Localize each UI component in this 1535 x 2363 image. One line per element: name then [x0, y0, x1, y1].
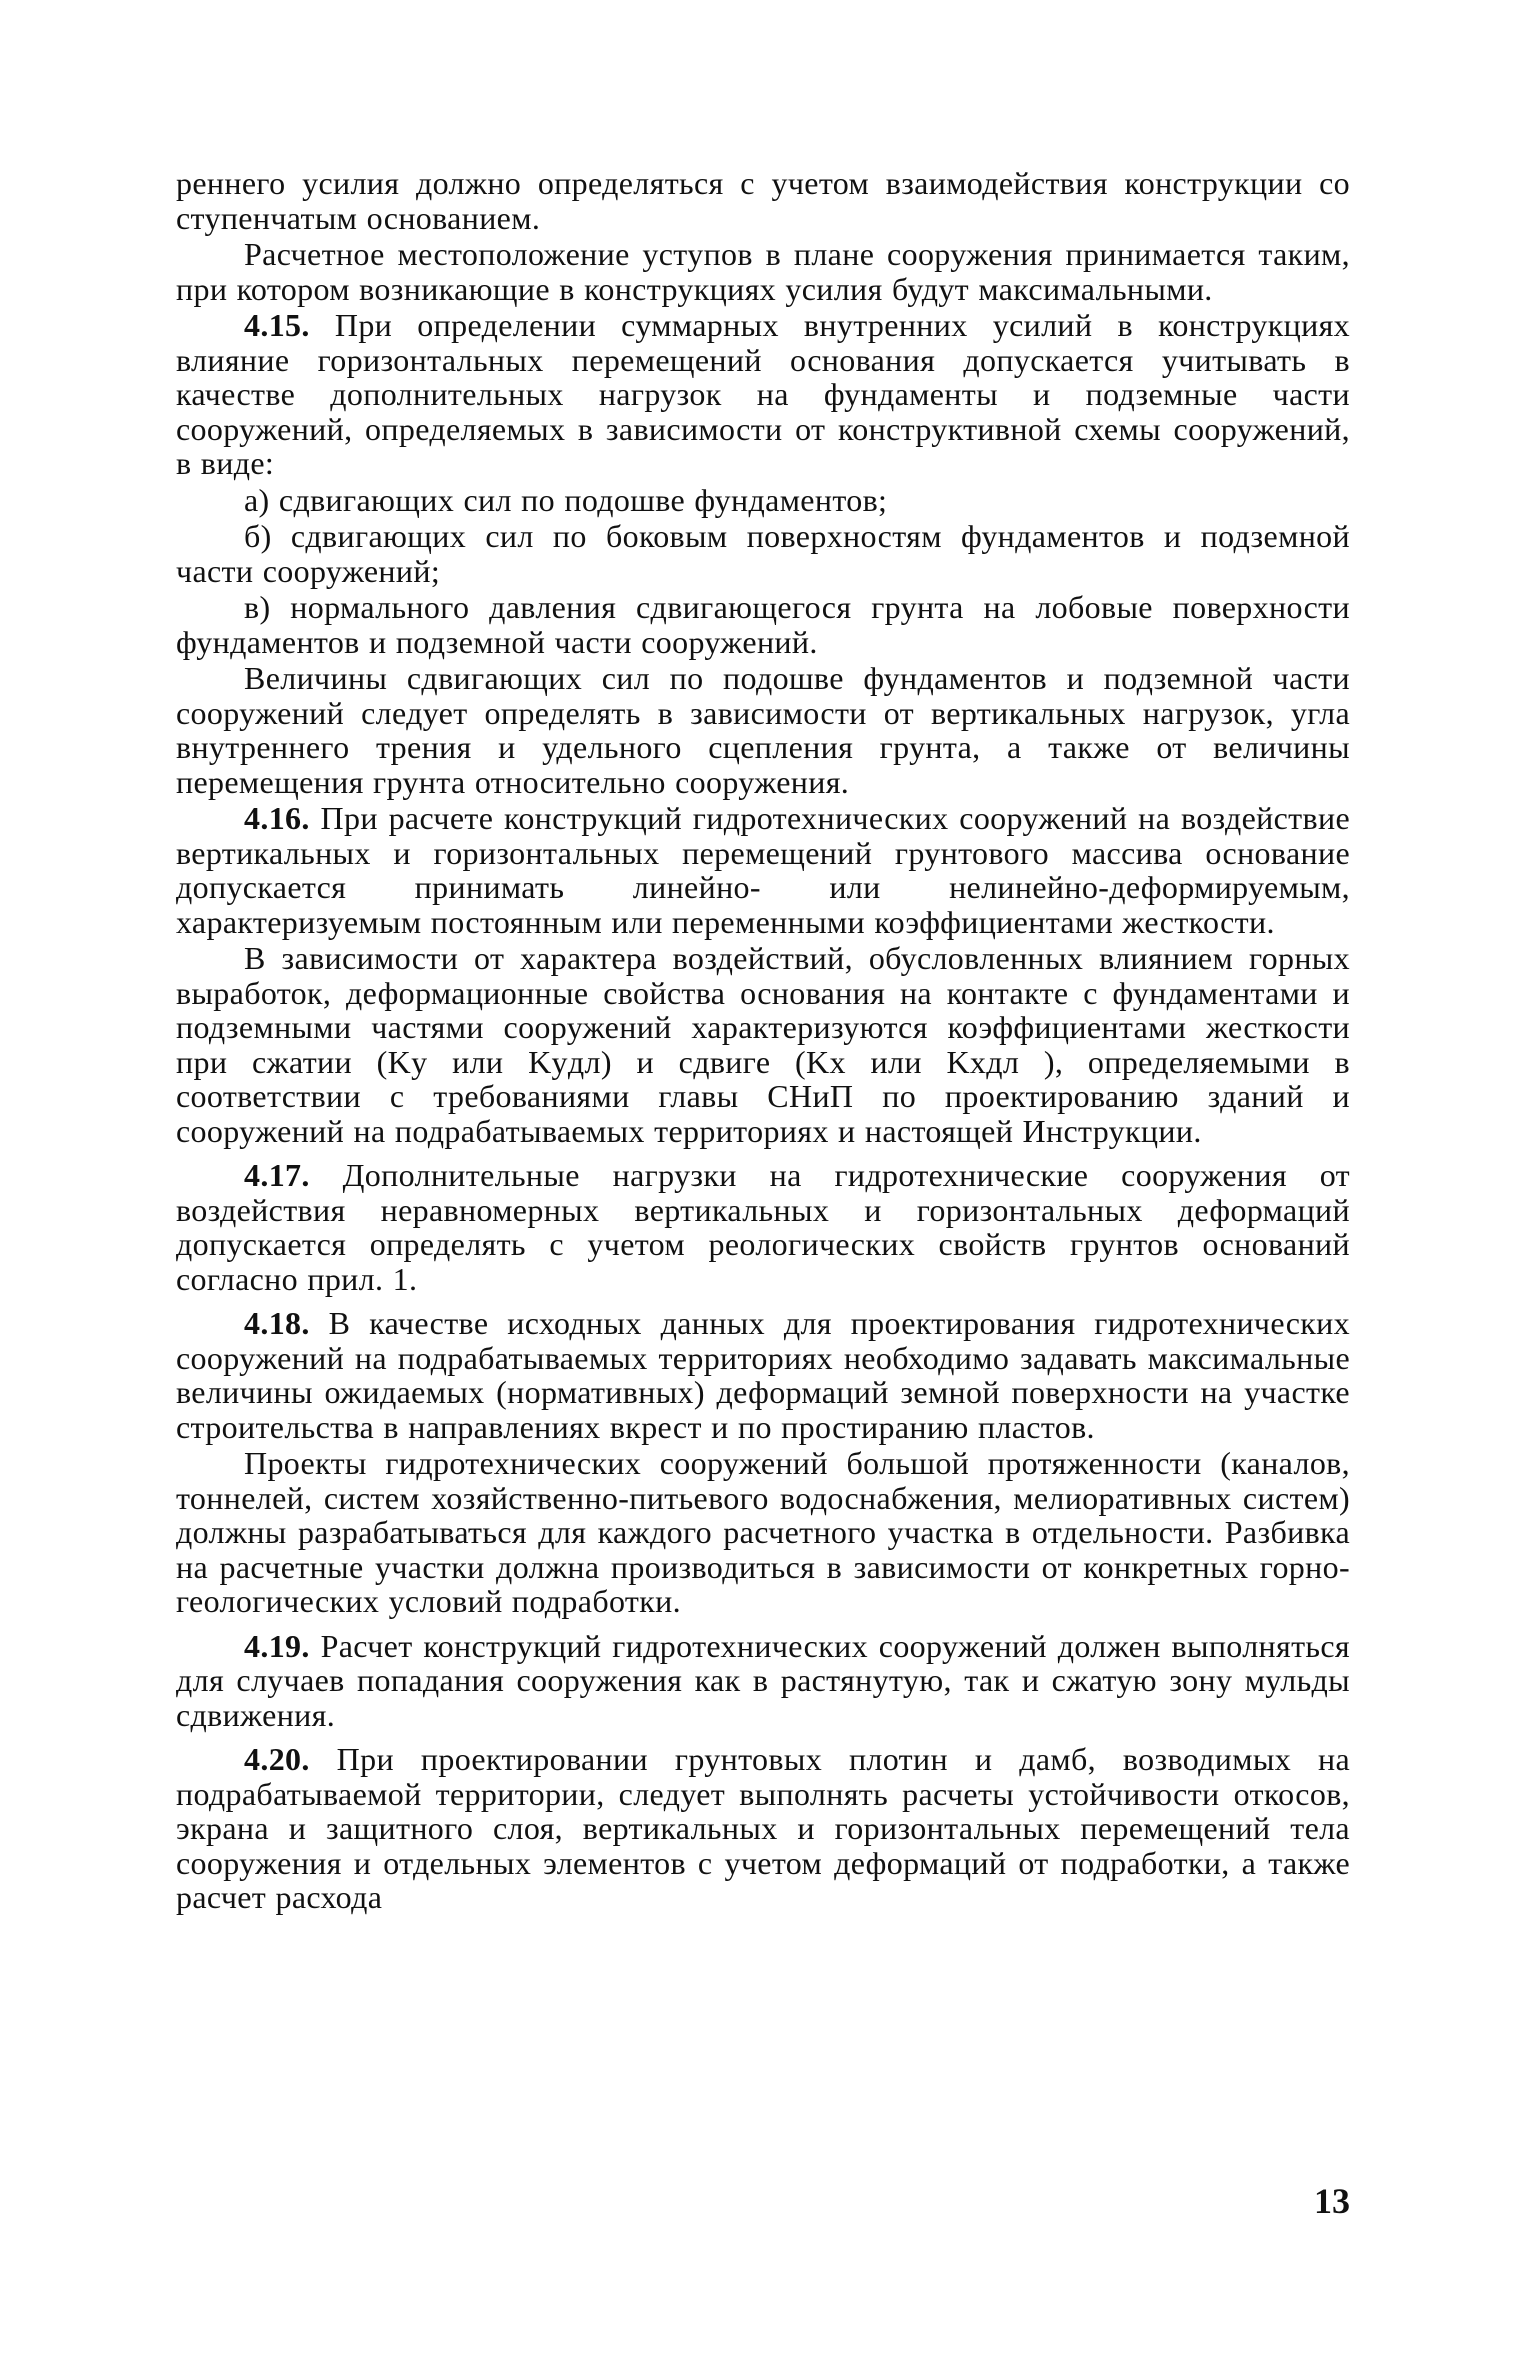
paragraph	[176, 941, 1350, 1148]
paragraph	[176, 519, 1350, 588]
paragraph-text: При проектировании грунтовых плотин и дамб, возводимых на подрабатываемой территории, следует выполнять расчеты устойчивости откосов, экрана и защитного слоя, вертикальных и горизонтальных перемещений тела сооружения и отдельных элементов с учетом деформаций от подработки, а также расчет расхода	[176, 1741, 1351, 1915]
paragraph-text: б) сдвигающих сил по боковым поверхностям фундаментов и подземной части сооружений;	[176, 518, 1350, 589]
paragraph-text: Дополнительные нагрузки на гидротехнические сооружения от воздействия неравномерных вертикальных и горизонтальных деформаций допускается определять с учетом реологических свойств грунтов оснований согласно прил. 1.	[176, 1157, 1350, 1297]
paragraph-text: а) сдвигающих сил по подошве фундаментов;	[244, 481, 888, 518]
paragraph-text: Проекты гидротехнических сооружений большой протяженности (каналов, тоннелей, систем хозяйственно-питьевого водоснабжения, мелиоративных систем) должны разрабатываться для каждого расчетного участка в отдельности. Разбивка на расчетные участки должна производиться в зависимости от конкретных горно-геологических условий подработки.	[176, 1445, 1350, 1619]
section-4-19	[176, 1629, 1350, 1733]
paragraph	[176, 483, 1350, 518]
paragraph-text: Величины сдвигающих сил по подошве фундаментов и подземной части сооружений следует определять в зависимости от вертикальных нагрузок, угла внутреннего трения и удельного сцепления грунта, а также от величины перемещения грунта относительно сооружения.	[176, 660, 1350, 800]
paragraph	[176, 1446, 1350, 1619]
section-number: 4.17.	[244, 1157, 310, 1193]
section-4-17	[176, 1158, 1350, 1296]
paragraph-text: При определении суммарных внутренних усилий в конструкциях влияние горизонтальных перемещений основания допускается учитывать в качестве дополнительных нагрузок на фундаменты и подземные части сооружений, определяемых в зависимости от конструктивной схемы сооружений, в виде:	[176, 307, 1350, 481]
section-number: 4.16.	[244, 800, 310, 836]
paragraph	[176, 590, 1350, 659]
section-4-20	[176, 1742, 1350, 1915]
section-number: 4.19.	[244, 1627, 310, 1664]
paragraph	[176, 166, 1350, 235]
section-number: 4.18.	[244, 1305, 310, 1341]
paragraph-text: Расчет конструкций гидротехнических сооружений должен выполняться для случаев попадания сооружения как в растянутую, так и сжатую зону мульды сдвижения.	[176, 1627, 1351, 1733]
paragraph-text: Расчетное местоположение уступов в плане сооружения принимается таким, при котором возникающие в конструкциях усилия будут максимальными.	[176, 236, 1350, 307]
paragraph	[176, 661, 1350, 799]
section-4-16	[176, 801, 1350, 939]
page-number: 13	[1314, 2181, 1350, 2221]
paragraph-text: В качестве исходных данных для проектирования гидротехнических сооружений на подрабатываемых территориях необходимо задавать максимальные величины ожидаемых (нормативных) деформаций земной поверхности на участке строительства в направлениях вкрест и по простиранию пластов.	[176, 1305, 1350, 1445]
section-4-15	[176, 308, 1350, 481]
paragraph-text: При расчете конструкций гидротехнических сооружений на воздействие вертикальных и горизонтальных перемещений грунтового массива основание допускается принимать линейно- или нелинейно-деформируемым, характеризуемым постоянным или переменными коэффициентами жесткости.	[176, 800, 1350, 940]
paragraph-text: В зависимости от характера воздействий, обусловленных влиянием горных выработок, деформационные свойства основания на контакте с фундаментами и подземными частями сооружений характеризуются коэффициентами жесткости при сжатии (Ky или Kyдл) и сдвиге (Kx или Kxдл ), определяемыми в соответствии с требованиями главы СНиП по проектированию зданий и сооружений на подрабатываемых территориях и настоящей Инструкции.	[176, 940, 1350, 1149]
paragraph-text: реннего усилия должно определяться с учетом взаимодействия конструкции со ступенчатым основанием.	[176, 165, 1350, 236]
section-number: 4.20.	[244, 1741, 310, 1777]
section-number: 4.15.	[244, 307, 310, 343]
text-body	[176, 166, 1350, 1915]
paragraph-text: в) нормального давления сдвигающегося грунта на лобовые поверхности фундаментов и подземной части сооружений.	[176, 589, 1350, 660]
paragraph	[176, 237, 1350, 306]
section-4-18	[176, 1306, 1350, 1444]
